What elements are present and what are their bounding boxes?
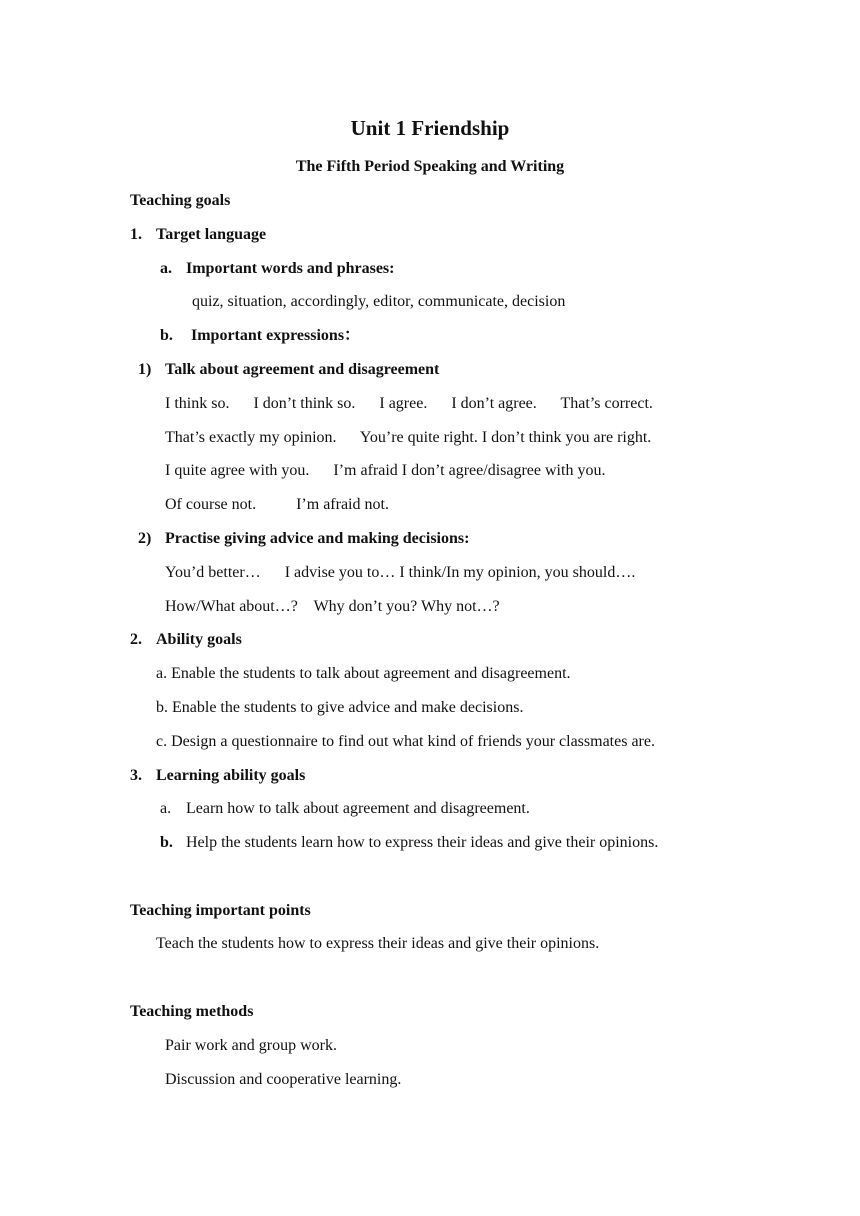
list-letter: b. (160, 327, 173, 344)
subheading-ability-goals: Ability goals (156, 631, 242, 648)
expression-line: I think so. I don’t think so. I agree. I don’t agree. That’s correct. (165, 395, 653, 412)
ability-goal-line: c. Design a questionnaire to find out what kind of friends your classmates are. (156, 733, 655, 750)
important-points-text: Teach the students how to express their ideas and give their opinions. (156, 935, 600, 952)
subheading-important-expressions: Important expressions： (191, 327, 361, 344)
ability-goal-line: b. Enable the students to give advice and make decisions. (156, 699, 524, 716)
subheading-learning-ability-goals: Learning ability goals (156, 767, 306, 784)
expression-line: Of course not. I’m afraid not. (165, 496, 389, 513)
list-letter: a. (160, 260, 172, 277)
section-heading-teaching-goals: Teaching goals (130, 192, 231, 209)
document-subtitle: The Fifth Period Speaking and Writing (295, 158, 565, 175)
list-number: 1. (130, 226, 142, 243)
subheading-important-words: Important words and phrases: (186, 260, 395, 277)
method-line: Pair work and group work. (165, 1037, 337, 1054)
list-number: 2) (138, 530, 152, 547)
list-number: 3. (130, 767, 142, 784)
expression-line: That’s exactly my opinion. You’re quite right. I don’t think you are right. (165, 429, 652, 446)
subheading-target-language: Target language (156, 226, 267, 243)
method-line: Discussion and cooperative learning. (165, 1071, 402, 1088)
important-words-list: quiz, situation, accordingly, editor, communicate, decision (192, 293, 566, 310)
expression-line: I quite agree with you. I’m afraid I don’t agree/disagree with you. (165, 462, 606, 479)
list-letter: b. (160, 834, 173, 851)
section-heading-teaching-methods: Teaching methods (130, 1003, 254, 1020)
learning-goal-line: Learn how to talk about agreement and disagreement. (186, 800, 530, 817)
subheading-advice: Practise giving advice and making decisions: (165, 530, 470, 547)
list-number: 2. (130, 631, 142, 648)
ability-goal-line: a. Enable the students to talk about agreement and disagreement. (156, 665, 571, 682)
expression-line: You’d better… I advise you to… I think/In my opinion, you should…. (165, 564, 636, 581)
document-title: Unit 1 Friendship (350, 116, 510, 140)
list-number: 1) (138, 361, 152, 378)
list-letter: a. (160, 800, 172, 817)
section-heading-important-points: Teaching important points (130, 902, 311, 919)
subheading-agreement: Talk about agreement and disagreement (165, 361, 440, 378)
expression-line: How/What about…? Why don’t you? Why not…? (165, 598, 500, 615)
learning-goal-line: Help the students learn how to express their ideas and give their opinions. (186, 834, 659, 851)
